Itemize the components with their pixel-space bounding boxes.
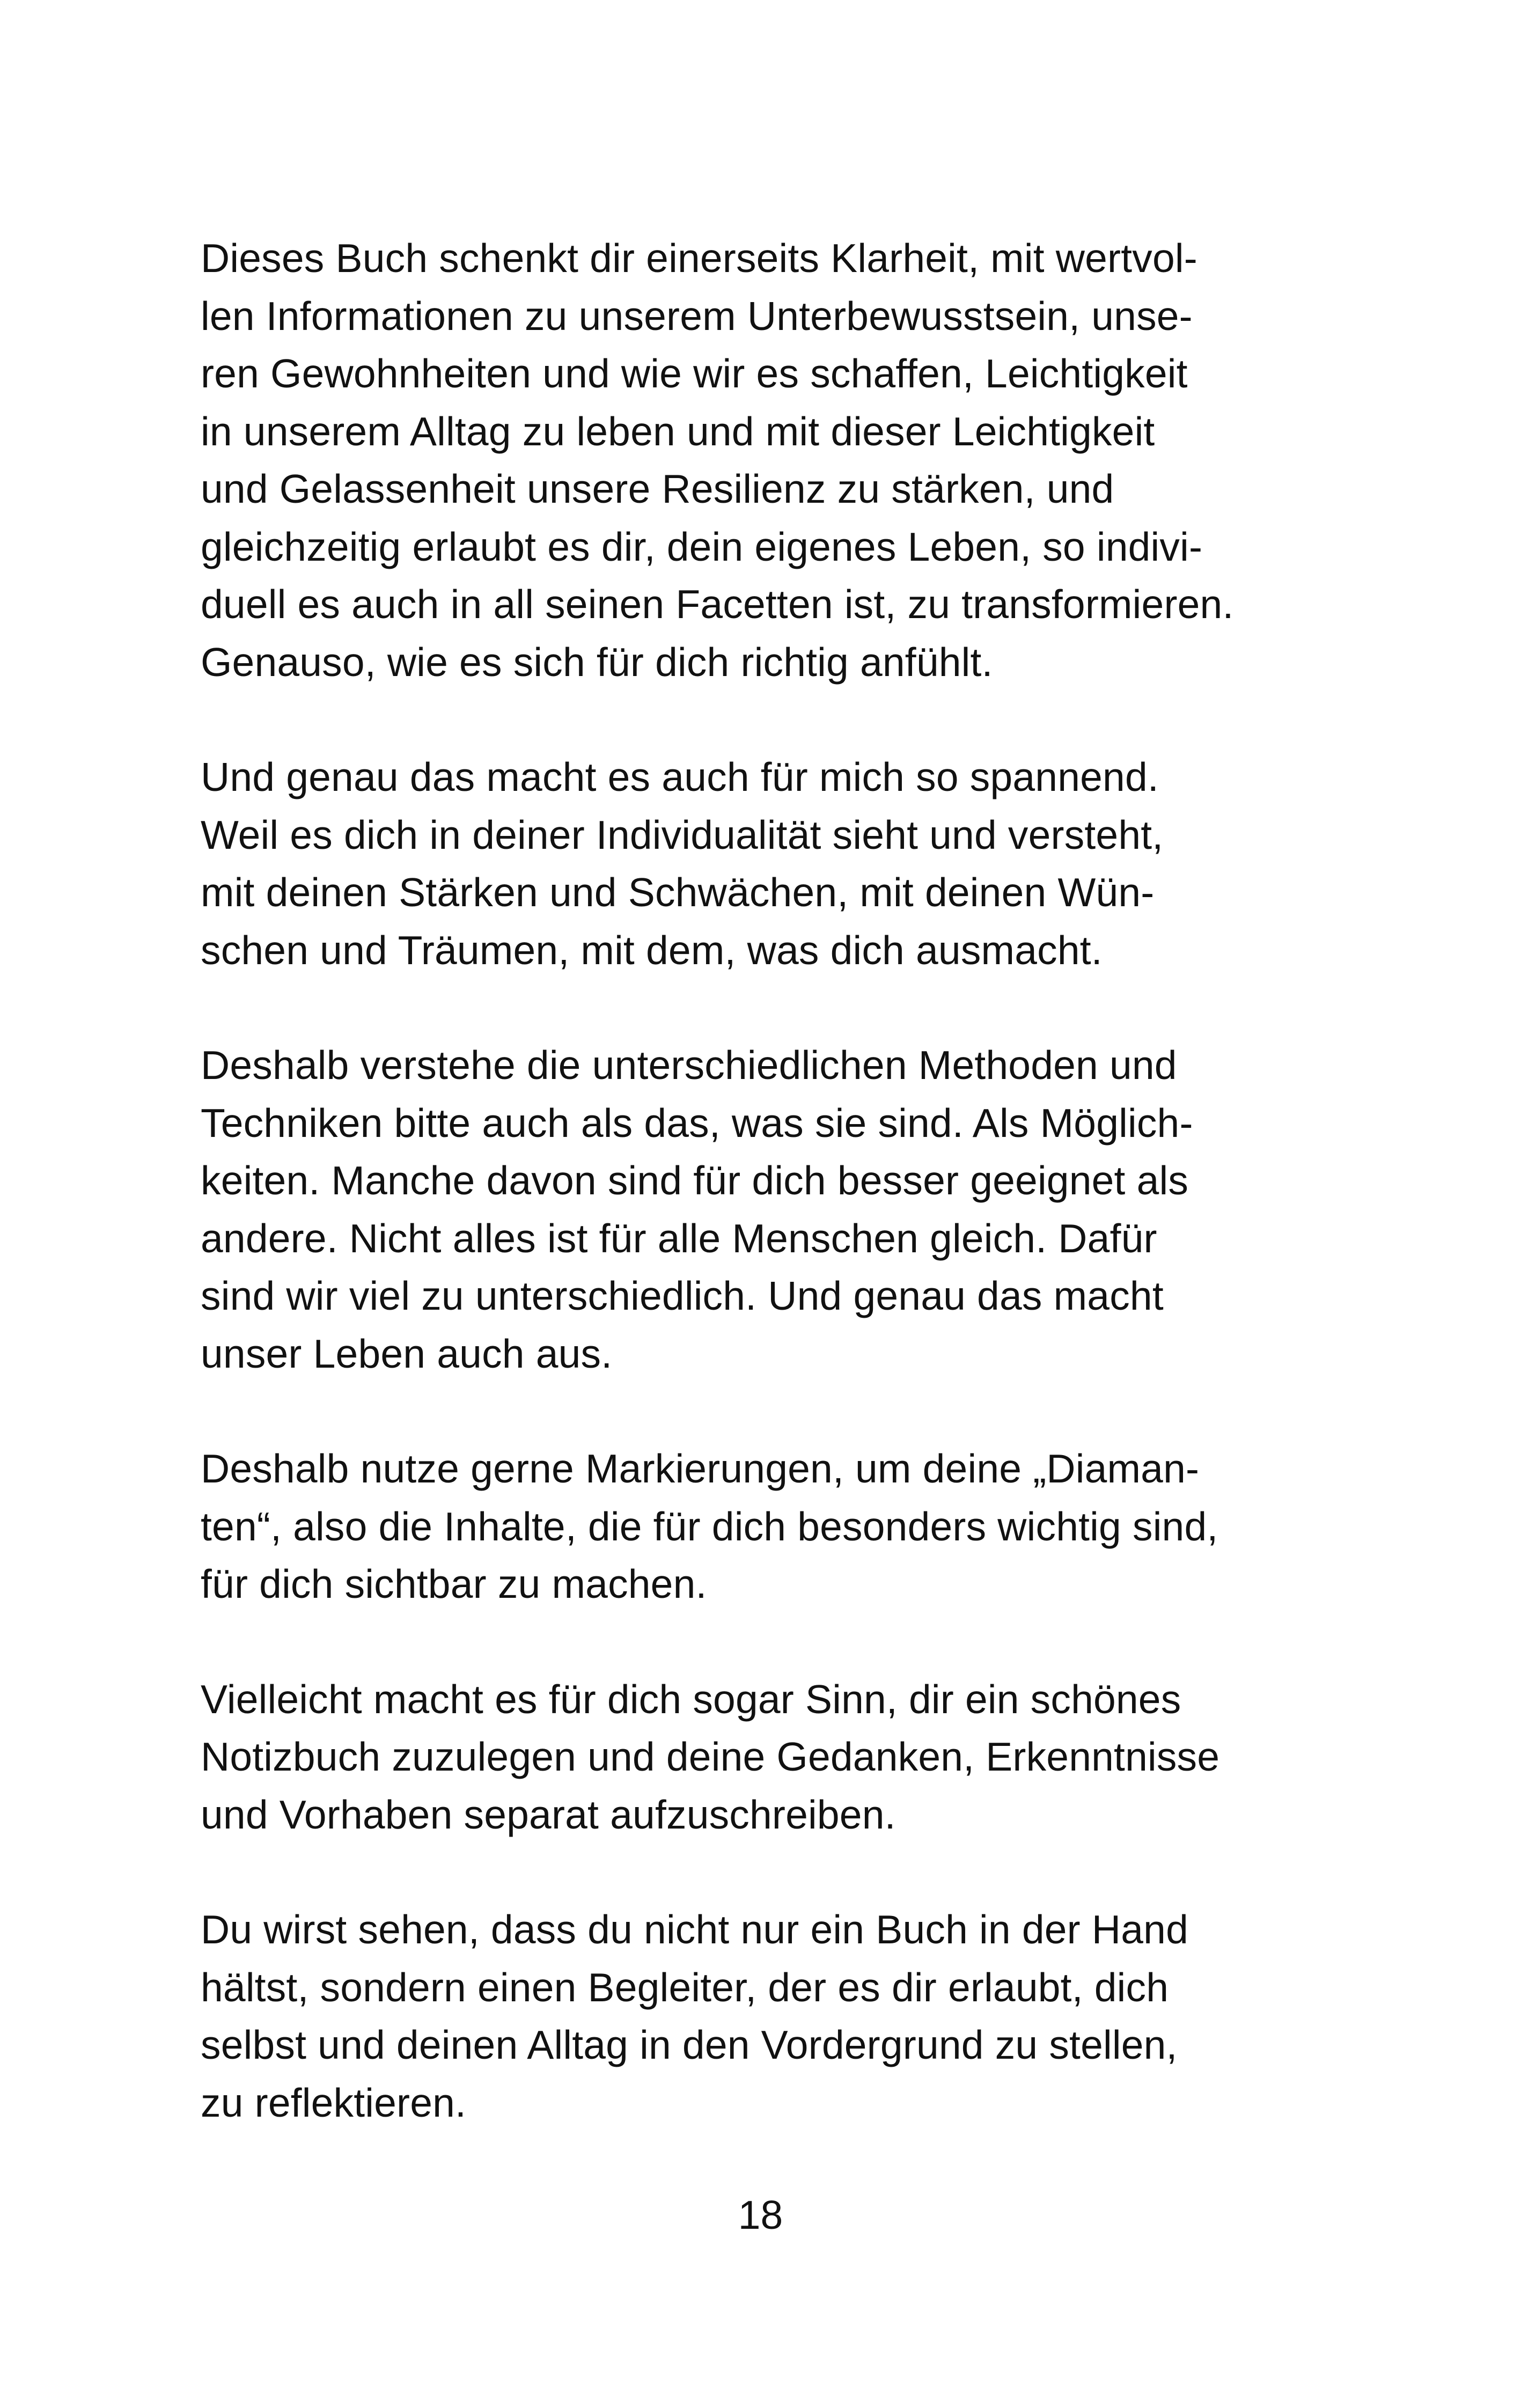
text-line: selbst und deinen Alltag in den Vordergrund zu stellen, [201, 2022, 1178, 2067]
text-line: sind wir viel zu unterschiedlich. Und genau das macht [201, 1273, 1164, 1318]
text-line: ren Gewohnheiten und wie wir es schaffen, Leichtigkeit [201, 351, 1188, 396]
paragraph-3 [201, 1037, 1327, 1383]
text-line: hältst, sondern einen Begleiter, der es dir erlaubt, dich [201, 1964, 1169, 2010]
body-text [201, 230, 1327, 2189]
text-line: duell es auch in all seinen Facetten ist, zu transformieren. [201, 582, 1234, 627]
page-number: 18 [738, 2192, 783, 2237]
text-line: ten“, also die Inhalte, die für dich besonders wichtig sind, [201, 1503, 1218, 1549]
text-line: gleichzeitig erlaubt es dir, dein eigenes Leben, so indivi- [201, 524, 1203, 569]
paragraph-4 [201, 1440, 1327, 1613]
text-line: Notizbuch zuzulegen und deine Gedanken, Erkenntnisse [201, 1734, 1220, 1779]
text-line: Vielleicht macht es für dich sogar Sinn, dir ein schönes [201, 1676, 1181, 1722]
text-line: unser Leben auch aus. [201, 1331, 613, 1376]
text-line: Deshalb verstehe die unterschiedlichen Methoden und [201, 1043, 1177, 1088]
paragraph-2 [201, 748, 1327, 979]
text-line: in unserem Alltag zu leben und mit dieser Leichtigkeit [201, 408, 1155, 454]
text-line: Du wirst sehen, dass du nicht nur ein Buch in der Hand [201, 1907, 1188, 1952]
paragraph-1 [201, 230, 1327, 691]
text-line: Dieses Buch schenkt dir einerseits Klarheit, mit wertvol- [201, 236, 1197, 281]
text-line: Techniken bitte auch als das, was sie sind. Als Möglich- [201, 1100, 1193, 1146]
paragraph-6 [201, 1901, 1327, 2132]
text-line: zu reflektieren. [201, 2080, 467, 2125]
paragraph-5 [201, 1671, 1327, 1844]
text-line: und Vorhaben separat aufzuschreiben. [201, 1792, 896, 1837]
text-line: andere. Nicht alles ist für alle Menschen gleich. Dafür [201, 1215, 1157, 1261]
text-line: schen und Träumen, mit dem, was dich ausmacht. [201, 927, 1103, 973]
text-line: mit deinen Stärken und Schwächen, mit deinen Wün- [201, 870, 1155, 915]
text-line: len Informationen zu unserem Unterbewusstsein, unse- [201, 293, 1193, 339]
text-line: Und genau das macht es auch für mich so spannend. [201, 754, 1159, 799]
text-line: für dich sichtbar zu machen. [201, 1561, 707, 1606]
text-line: keiten. Manche davon sind für dich besser geeignet als [201, 1158, 1189, 1203]
text-line: Weil es dich in deiner Individualität sieht und versteht, [201, 812, 1164, 857]
text-line: und Gelassenheit unsere Resilienz zu stärken, und [201, 466, 1114, 511]
text-line: Deshalb nutze gerne Markierungen, um deine „Diaman- [201, 1446, 1200, 1491]
text-line: Genauso, wie es sich für dich richtig anfühlt. [201, 639, 993, 685]
